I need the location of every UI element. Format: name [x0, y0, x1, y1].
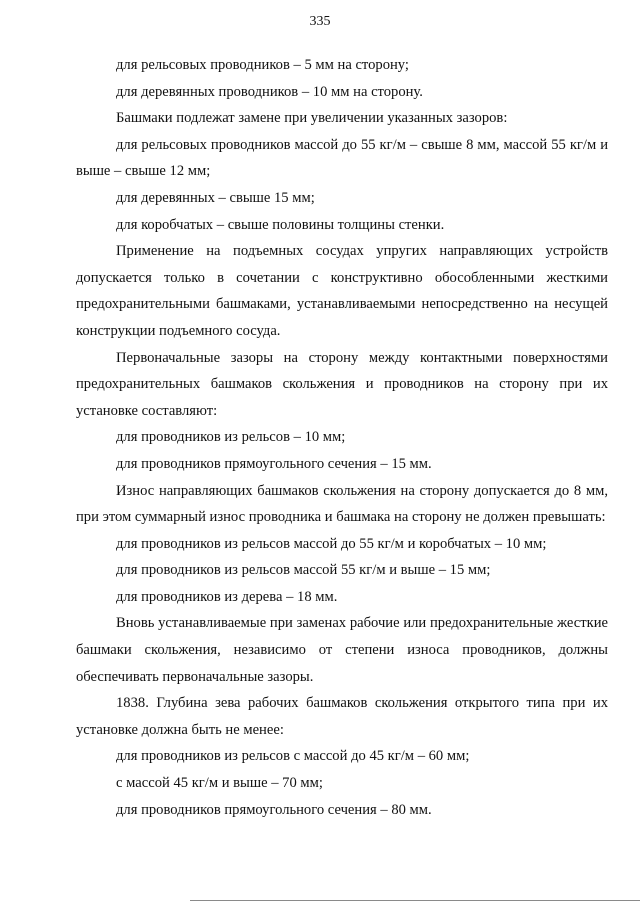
paragraph: для проводников прямоугольного сечения – 15 мм. — [116, 455, 432, 472]
paragraph: для деревянных проводников – 10 мм на сторону. — [116, 83, 423, 100]
paragraph: Износ направляющих башмаков скольжения на сторону допускается до 8 мм, при этом суммарный износ проводника и башмака на сторону не должен превышать: — [76, 482, 608, 526]
paragraph: с массой 45 кг/м и выше – 70 мм; — [116, 775, 323, 792]
paragraph: для проводников из рельсов с массой до 45 кг/м – 60 мм; — [116, 748, 470, 765]
document-body — [76, 52, 608, 823]
paragraph: для проводников из рельсов массой 55 кг/м и выше – 15 мм; — [116, 562, 491, 579]
paragraph: для рельсовых проводников массой до 55 кг/м – свыше 8 мм, массой 55 кг/м и выше – свыше 12 мм; — [76, 136, 608, 180]
paragraph: для проводников из дерева – 18 мм. — [116, 588, 338, 605]
page-number: 335 — [309, 14, 331, 29]
paragraph: для деревянных – свыше 15 мм; — [116, 189, 315, 206]
paragraph: Применение на подъемных сосудах упругих направляющих устройств допускается только в сочетании с конструктивно обособленными жесткими предохранительными башмаками, устанавливаемыми непосредственно на несущей конструкции подъемного сосуда. — [76, 243, 608, 339]
paragraph: Вновь устанавливаемые при заменах рабочие или предохранительные жесткие башмаки скольжения, независимо от степени износа проводников, должны обеспечивать первоначальные зазоры. — [76, 615, 608, 685]
paragraph: для рельсовых проводников – 5 мм на сторону; — [116, 57, 409, 73]
page-bottom-rule — [190, 900, 640, 901]
paragraph: для проводников из рельсов – 10 мм; — [116, 429, 346, 446]
paragraph: для коробчатых – свыше половины толщины стенки. — [116, 216, 445, 233]
paragraph: Башмаки подлежат замене при увеличении указанных зазоров: — [116, 110, 508, 127]
paragraph: для проводников прямоугольного сечения – 80 мм. — [116, 801, 432, 818]
paragraph: для проводников из рельсов массой до 55 кг/м и коробчатых – 10 мм; — [116, 535, 547, 552]
paragraph: Первоначальные зазоры на сторону между контактными поверхностями предохранительных башмаков скольжения и проводников на сторону при их установке составляют: — [76, 349, 608, 419]
paragraph: 1838. Глубина зева рабочих башмаков скольжения открытого типа при их установке должна быть не менее: — [76, 695, 608, 738]
